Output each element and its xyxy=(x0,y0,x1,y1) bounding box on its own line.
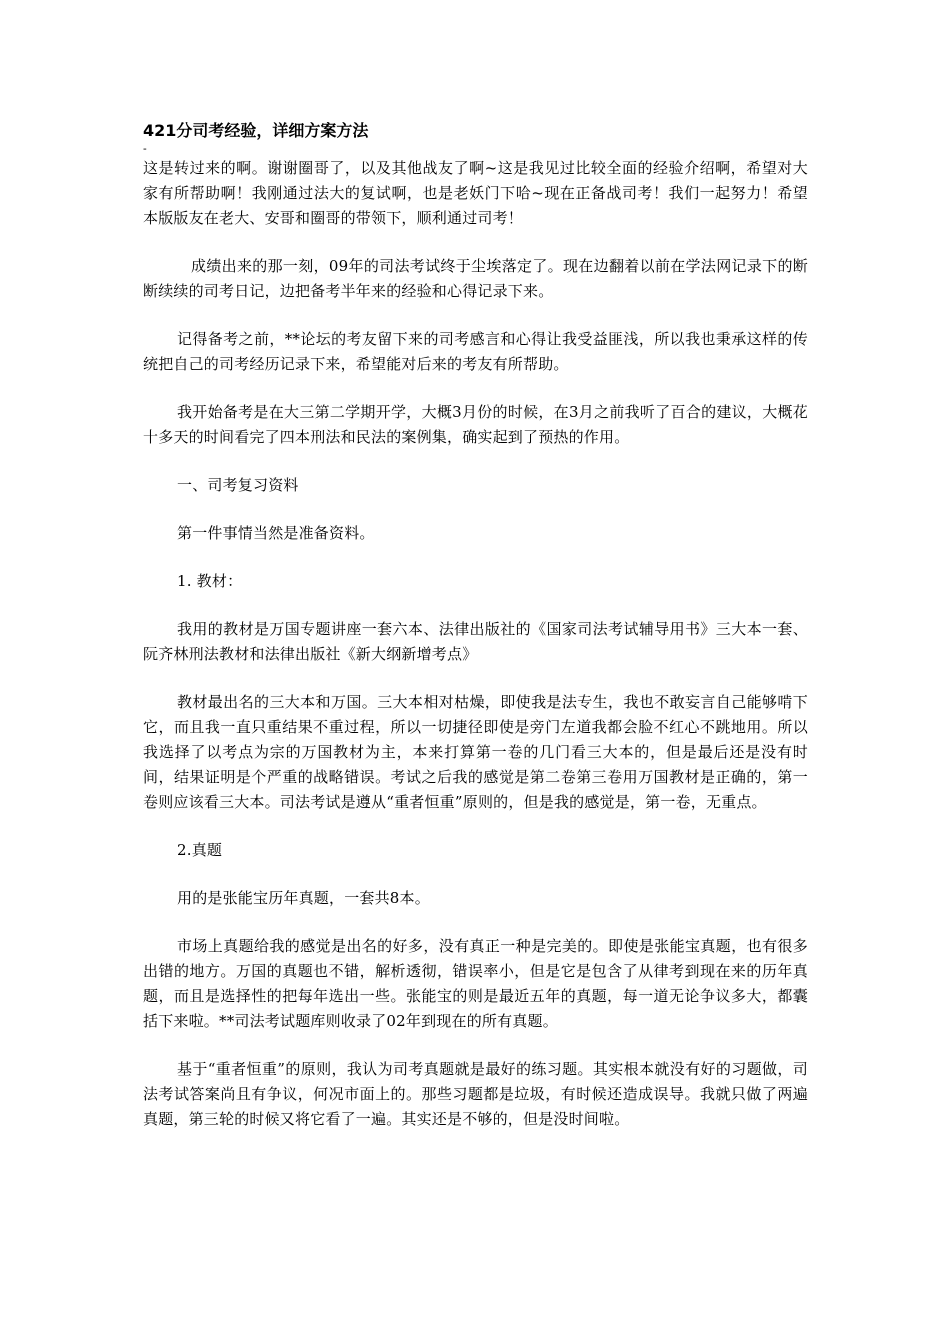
paragraph-textbooks-opinion: 教材最出名的三大本和万国。三大本相对枯燥，即使我是法专生，我也不敢妄言自己能够啃下它，而且我一直只重结果不重过程，所以一切捷径即使是旁门左道我都会脸不红心不跳地用。所以我选择了以考点为宗的万国教材为主，本来打算第一卷的几门看三大本的，但是最后还是没有时间，结果证明是个严重的战略错误。考试之后我的感觉是第二卷第三卷用万国教材是正确的，第一卷则应该看三大本。司法考试是遵从“重者恒重”原则的，但是我的感觉是，第一卷，无重点。 xyxy=(143,693,808,811)
paragraph-prepare-materials: 第一件事情当然是准备资料。 xyxy=(177,524,375,542)
paragraph-gap xyxy=(143,1034,808,1057)
paragraph-gap xyxy=(143,911,808,934)
paragraph-start-prep: 我开始备考是在大三第二学期开学，大概3月份的时候，在3月之前我听了百合的建议，大概花十多天的时间看完了四本刑法和民法的案例集，确实起到了预热的作用。 xyxy=(143,403,808,446)
paragraph-gap xyxy=(143,863,808,886)
intro-paragraph: 这是转过来的啊。谢谢圈哥了，以及其他战友了啊~这是我见过比较全面的经验介绍啊，希望对大家有所帮助啊！我刚通过法大的复试啊，也是老妖门下哈~现在正备战司考！我们一起努力！希望本版版友在老大、安哥和圈哥的带领下，顺利通过司考！ xyxy=(143,159,808,227)
paragraph-gap xyxy=(143,546,808,569)
paragraph-results: 成绩出来的那一刻，09年的司法考试终于尘埃落定了。现在边翻着以前在学法网记录下的断断续续的司考日记，边把备考半年来的经验和心得记录下来。 xyxy=(143,257,808,300)
document-title: 421分司考经验，详细方案方法 xyxy=(143,121,369,140)
paragraph-practice: 基于“重者恒重”的原则，我认为司考真题就是最好的练习题。其实根本就没有好的习题做，司法考试答案尚且有争议，何况市面上的。那些习题都是垃圾，有时候还造成误导。我就只做了两遍真题，第三轮的时候又将它看了一遍。其实还是不够的，但是没时间啦。 xyxy=(143,1060,808,1128)
paragraph-past-exams-market: 市场上真题给我的感觉是出名的好多，没有真正一种是完美的。即使是张能宝真题，也有很多出错的地方。万国的真题也不错，解析透彻，错误率小，但是它是包含了从律考到现在来的历年真题，而且是选择性的把每年选出一些。张能宝的则是最近五年的真题，每一道无论争议多大，都囊括下来啦。**司法考试题库则收录了02年到现在的所有真题。 xyxy=(143,937,808,1030)
paragraph-gap xyxy=(143,304,808,327)
paragraph-gap xyxy=(143,498,808,521)
paragraph-gap xyxy=(143,450,808,473)
paragraph-gap xyxy=(143,815,808,838)
paragraph-before-prep: 记得备考之前，**论坛的考友留下来的司考感言和心得让我受益匪浅，所以我也秉承这样的传统把自己的司考经历记录下来，希望能对后来的考友有所帮助。 xyxy=(143,330,808,373)
subheading-past-exams: 2.真题 xyxy=(177,841,223,859)
paragraph-gap xyxy=(143,594,808,617)
subheading-textbooks: 1. 教材： xyxy=(177,572,243,590)
section-heading-materials: 一、司考复习资料 xyxy=(177,476,299,494)
paragraph-past-exams-used: 用的是张能宝历年真题，一套共8本。 xyxy=(177,889,430,907)
separator-dash: - xyxy=(143,142,147,155)
document-page xyxy=(143,120,808,1132)
paragraph-gap xyxy=(143,667,808,690)
paragraph-textbooks-used: 我用的教材是万国专题讲座一套六本、法律出版社的《国家司法考试辅导用书》三大本一套、阮齐林刑法教材和法律出版社《新大纲新增考点》 xyxy=(143,620,808,663)
paragraph-gap xyxy=(143,377,808,400)
paragraph-gap xyxy=(143,231,808,254)
